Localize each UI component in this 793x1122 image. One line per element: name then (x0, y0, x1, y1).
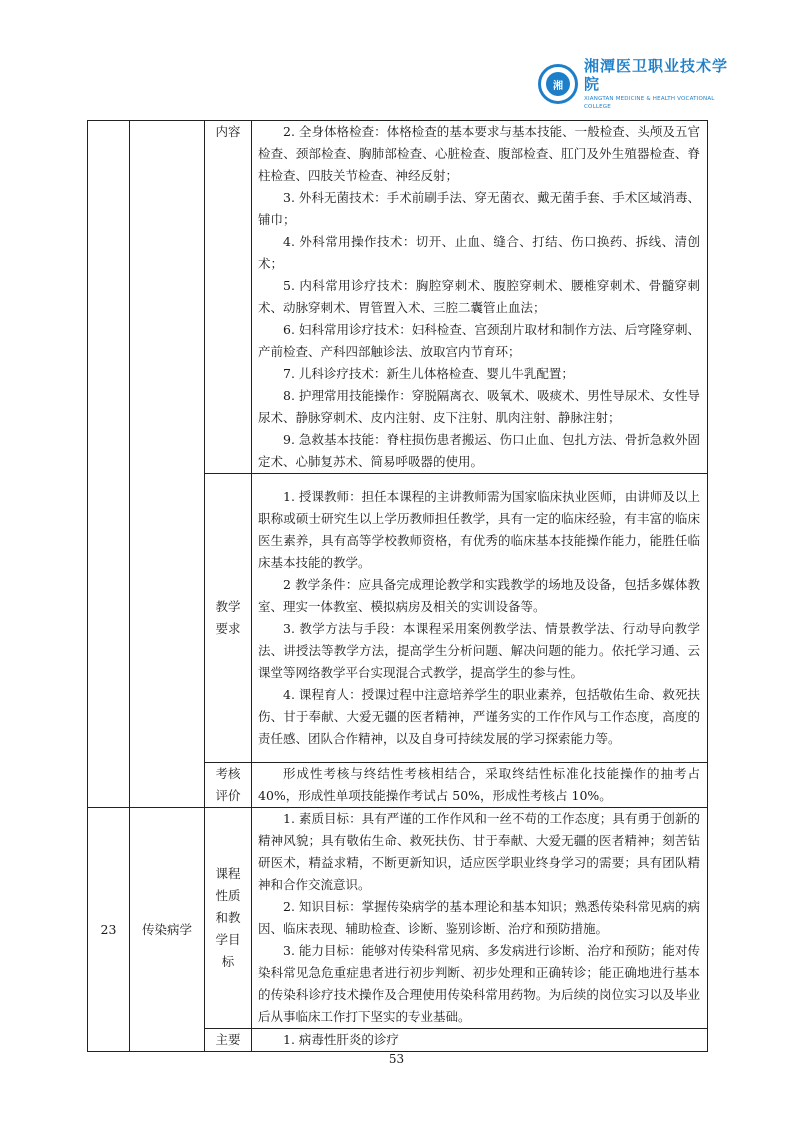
emblem-center: 湘 (546, 72, 570, 96)
teaching-label-line: 要求 (215, 621, 241, 636)
table-row-content (88, 121, 708, 474)
goals-item: 2. 知识目标：掌握传染病学的基本理论和基本知识；熟悉传染科常见病的病因、临床表现、辅助检查、诊断、鉴别诊断、治疗和预防措施。 (258, 899, 700, 936)
course-name: 传染病学 (141, 921, 192, 937)
teaching-item: 2 教学条件：应具备完成理论教学和实践教学的场地及设备，包括多媒体教室、理实一体教室、模拟病房及相关的实训设备等。 (258, 577, 700, 614)
curriculum-table (87, 120, 708, 1052)
teaching-text-cell (252, 474, 708, 763)
teaching-label-cell (205, 474, 252, 763)
goals-text-cell (252, 808, 708, 1029)
course-number: 23 (100, 921, 117, 937)
goals-label-line: 性质 (215, 888, 241, 903)
college-emblem-icon (538, 64, 578, 104)
number-cell-prev (88, 121, 130, 808)
logo-english-name: XIANGTAN MEDICINE & HEALTH VOCATIONAL COLLEGE (584, 96, 715, 110)
content-item: 5. 内科常用诊疗技术：胸腔穿刺术、腹腔穿刺术、腰椎穿刺术、骨髓穿刺术、动脉穿刺术、胃管置入术、三腔二囊管止血法； (258, 278, 700, 315)
goals-label-cell (205, 808, 252, 1029)
content-item: 6. 妇科常用诊疗技术：妇科检查、宫颈刮片取材和制作方法、后穹隆穿刺、产前检查、产科四部触诊法、放取宫内节育环； (258, 322, 700, 359)
goals-label-line: 和教 (215, 910, 241, 925)
assessment-label-line: 评价 (215, 788, 241, 803)
main-label-cell (205, 1029, 252, 1052)
goals-label-line: 学目 (215, 932, 241, 947)
college-logo (538, 57, 729, 110)
teaching-item: 3. 教学方法与手段：本课程采用案例教学法、情景教学法、行动导向教学法、讲授法等教学方法，提高学生分析问题、解决问题的能力。依托学习通、云课堂等网络教学平台实现混合式教学，提高学生的参与性。 (258, 621, 700, 680)
main-text-cell (252, 1029, 708, 1052)
content-item: 3. 外科无菌技术：手术前刷手法、穿无菌衣、戴无菌手套、手术区域消毒、铺巾； (258, 190, 700, 227)
goals-label-line: 课程 (215, 866, 241, 881)
page-number: 53 (388, 1052, 405, 1066)
content-label-cell (205, 121, 252, 474)
course-name-cell-prev (130, 121, 205, 808)
assessment-text-cell (252, 763, 708, 808)
goals-item: 1. 素质目标：具有严谨的工作作风和一丝不苟的工作态度；具有勇于创新的精神风貌；具有敬佑生命、救死扶伤、甘于奉献、大爱无疆的医者精神；刻苦钻研医术，精益求精，不断更新知识，适应医学职业终身学习的需要；具有团队精神和合作交流意识。 (258, 811, 700, 892)
assessment-text: 形成性考核与终结性考核相结合，采取终结性标准化技能操作的抽考占 40%，形成性单项技能操作考试占 50%，形成性考核占 10%。 (258, 766, 700, 803)
main-item: 1. 病毒性肝炎的诊疗 (283, 1032, 399, 1047)
logo-text (584, 57, 728, 111)
table-row-course-goals (88, 808, 708, 1029)
goals-label-line: 标 (221, 954, 235, 969)
content-item: 4. 外科常用操作技术：切开、止血、缝合、打结、伤口换药、拆线、清创术； (258, 234, 700, 271)
teaching-label-line: 教学 (215, 599, 241, 614)
assessment-label-line: 考核 (215, 766, 241, 781)
course-number-cell (88, 808, 130, 1052)
content-item: 2. 全身体格检查：体格检查的基本要求与基本技能、一般检查、头颅及五官检查、颈部检查、胸肺部检查、心脏检查、腹部检查、肛门及外生殖器检查、脊柱检查、四肢关节检查、神经反射； (258, 124, 700, 183)
assessment-label-cell (205, 763, 252, 808)
main-label: 主要 (215, 1032, 241, 1047)
course-name-cell (130, 808, 205, 1052)
teaching-item: 4. 课程育人：授课过程中注意培养学生的职业素养，包括敬佑生命、救死扶伤、甘于奉献、大爱无疆的医者精神，严谨务实的工作作风与工作态度，高度的责任感、团队合作精神，以及自身可持续发展的学习探索能力等。 (258, 687, 700, 746)
content-item: 7. 儿科诊疗技术：新生儿体格检查、婴儿牛乳配置； (283, 366, 574, 381)
goals-item: 3. 能力目标：能够对传染科常见病、多发病进行诊断、治疗和预防；能对传染科常见急危重症患者进行初步判断、初步处理和正确转诊；能正确地进行基本的传染科诊疗技术操作及合理使用传染科常用药物。为后续的岗位实习以及毕业后从事临床工作打下坚实的专业基础。 (258, 943, 700, 1024)
content-item: 9. 急救基本技能：脊柱损伤患者搬运、伤口止血、包扎方法、骨折急救外固定术、心肺复苏术、简易呼吸器的使用。 (258, 432, 700, 469)
content-text-cell (252, 121, 708, 474)
content-label: 内容 (215, 124, 241, 139)
content-item: 8. 护理常用技能操作：穿脱隔离衣、吸氧术、吸痰术、男性导尿术、女性导尿术、静脉穿刺术、皮内注射、皮下注射、肌肉注射、静脉注射； (258, 388, 700, 425)
logo-chinese-name: 湘潭医卫职业技术学院 (584, 57, 729, 93)
teaching-item: 1. 授课教师：担任本课程的主讲教师需为国家临床执业医师，由讲师及以上职称或硕士研究生以上学历教师担任教学，具有一定的临床经验，有丰富的临床医生素养，具有高等学校教师资格，有优秀的临床基本技能操作能力，能胜任临床基本技能的教学。 (258, 489, 700, 570)
